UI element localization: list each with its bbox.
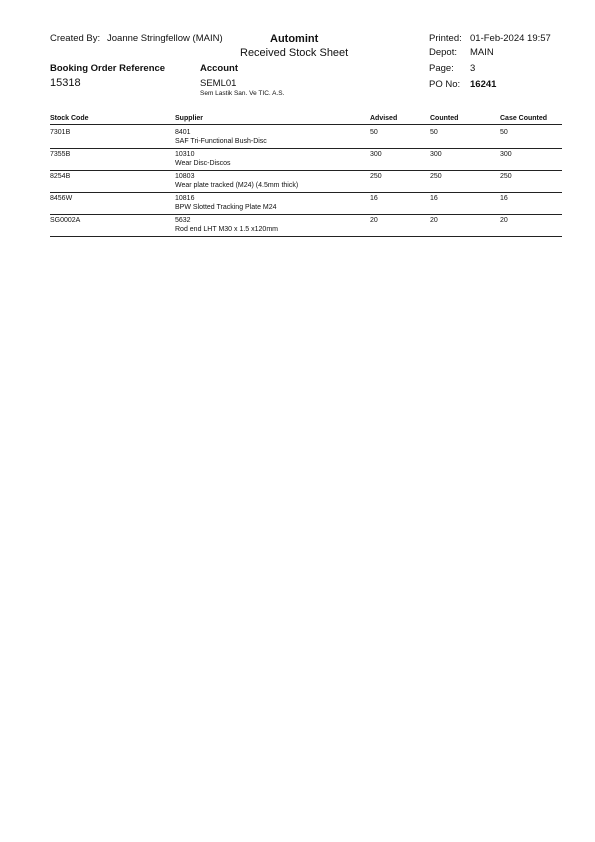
created-by-value: Joanne Stringfellow (MAIN): [107, 33, 223, 44]
row-advised: 20: [370, 217, 378, 224]
col-header-supplier: Supplier: [175, 115, 204, 122]
row-supplier-code: 8401: [175, 129, 191, 136]
company-name: Automint: [270, 33, 319, 45]
header-divider: [50, 124, 562, 125]
row-supplier-code: 10816: [175, 195, 195, 202]
booking-ref-label: Booking Order Reference: [50, 63, 166, 74]
page-number: 3: [470, 63, 476, 74]
po-label: PO No:: [429, 79, 461, 90]
depot-label: Depot:: [429, 47, 457, 58]
created-by-label: Created By:: [50, 33, 101, 44]
page-label: Page:: [429, 63, 454, 74]
row-divider: [50, 192, 562, 193]
row-stock-code: SG0002A: [50, 217, 81, 224]
row-description: BPW Slotted Tracking Plate M24: [175, 204, 277, 211]
row-stock-code: 8456W: [50, 195, 73, 202]
row-advised: 250: [370, 173, 382, 180]
row-case-counted: 250: [500, 173, 512, 180]
account-label: Account: [200, 63, 238, 74]
account-code: SEML01: [200, 78, 237, 89]
row-case-counted: 300: [500, 151, 512, 158]
row-description: Wear plate tracked (M24) (4.5mm thick): [175, 182, 299, 189]
row-stock-code: 7355B: [50, 151, 71, 158]
row-description: Wear Disc-Discos: [175, 160, 231, 167]
booking-ref-value: 15318: [50, 77, 81, 89]
row-counted: 250: [430, 173, 442, 180]
col-header-case-counted: Case Counted: [500, 115, 548, 122]
row-description: Rod end LHT M30 x 1.5 x120mm: [175, 226, 278, 233]
po-number: 16241: [470, 79, 497, 90]
row-divider: [50, 170, 562, 171]
row-counted: 20: [430, 217, 438, 224]
row-advised: 50: [370, 129, 378, 136]
row-case-counted: 20: [500, 217, 508, 224]
col-header-advised: Advised: [370, 115, 398, 122]
col-header-counted: Counted: [430, 115, 459, 122]
row-divider: [50, 214, 562, 215]
row-advised: 300: [370, 151, 382, 158]
row-divider: [50, 148, 562, 149]
row-advised: 16: [370, 195, 378, 202]
row-case-counted: 16: [500, 195, 508, 202]
printed-label: Printed:: [429, 33, 462, 44]
account-name: Sem Lastik San. Ve TIC. A.S.: [200, 90, 285, 97]
col-header-stock-code: Stock Code: [50, 115, 89, 122]
row-supplier-code: 5632: [175, 217, 191, 224]
row-stock-code: 7301B: [50, 129, 71, 136]
printed-value: 01-Feb-2024 19:57: [470, 33, 551, 44]
row-counted: 50: [430, 129, 438, 136]
row-case-counted: 50: [500, 129, 508, 136]
row-supplier-code: 10310: [175, 151, 195, 158]
row-divider: [50, 236, 562, 237]
page-title: Received Stock Sheet: [240, 47, 349, 59]
row-supplier-code: 10803: [175, 173, 195, 180]
row-description: SAF Tri-Functional Bush-Disc: [175, 138, 267, 145]
row-stock-code: 8254B: [50, 173, 71, 180]
depot-value: MAIN: [470, 47, 494, 58]
row-counted: 300: [430, 151, 442, 158]
row-counted: 16: [430, 195, 438, 202]
